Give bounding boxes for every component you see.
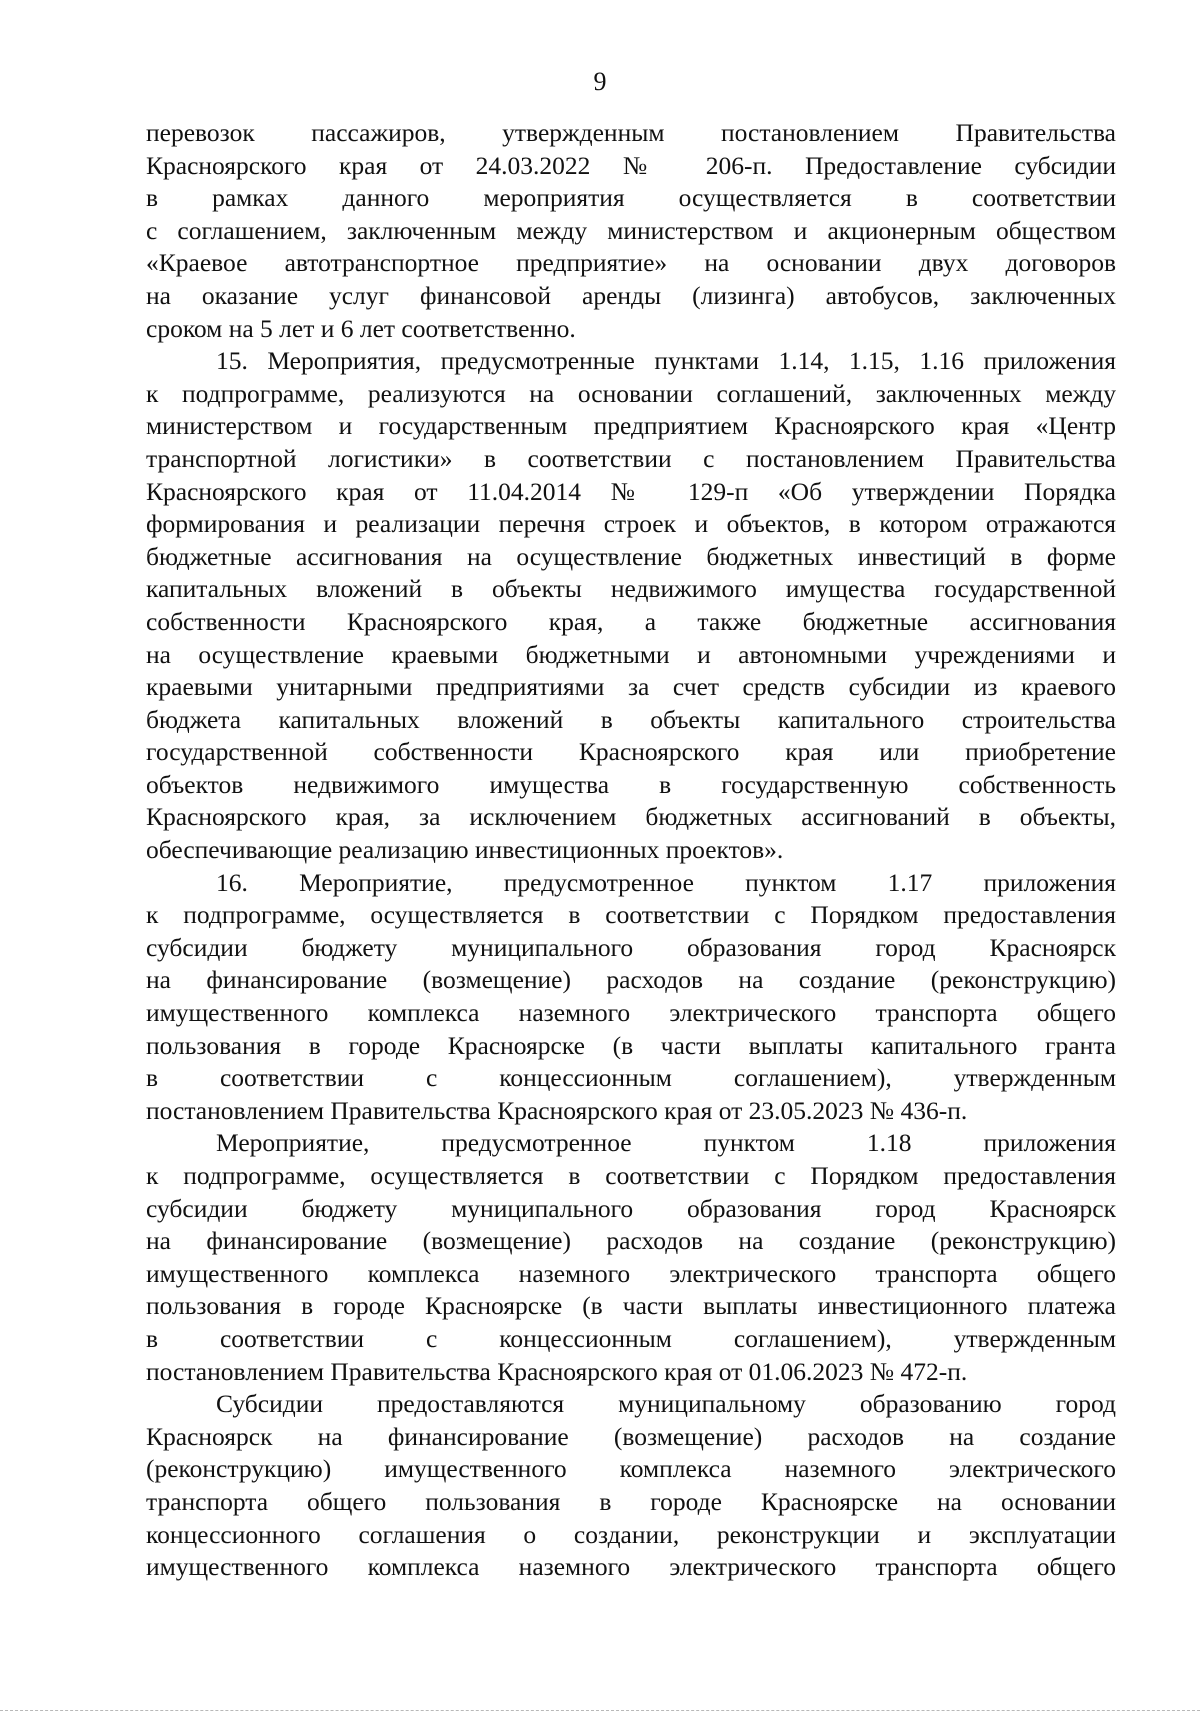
text-line: Красноярск на финансирование (возмещение) расходов на создание (146, 1421, 1116, 1451)
text-line: субсидии бюджету муниципального образования город Красноярск (146, 932, 1116, 962)
text-line: на оказание услуг финансовой аренды (лизинга) автобусов, заключенных (146, 280, 1116, 310)
text-line: постановлением Правительства Красноярского края от 23.05.2023 № 436-п. (146, 1095, 968, 1125)
document-body (146, 117, 1116, 1584)
text-line: министерством и государственным предприятием Красноярского края «Центр (146, 411, 1116, 441)
text-line: имущественного комплекса наземного электрического транспорта общего (146, 998, 1116, 1028)
text-line: имущественного комплекса наземного электрического транспорта общего (146, 1258, 1116, 1288)
text-line: государственной собственности Красноярского края или приобретение (146, 737, 1116, 767)
text-line: собственности Красноярского края, а также бюджетные ассигнования (146, 606, 1116, 636)
text-line: к подпрограмме, реализуются на основании соглашений, заключенных между (146, 378, 1116, 408)
text-line: краевыми унитарными предприятиями за счет средств субсидии из краевого (146, 672, 1116, 702)
text-line: транспортной логистики» в соответствии с постановлением Правительства (146, 443, 1116, 473)
paragraph-16 (146, 867, 1116, 1128)
text-line: объектов недвижимого имущества в государственную собственность (146, 769, 1116, 799)
paragraph-continuation (146, 117, 1116, 345)
text-line: 15. Мероприятия, предусмотренные пунктами 1.14, 1.15, 1.16 приложения (216, 346, 1116, 376)
text-line: Субсидии предоставляются муниципальному образованию город (216, 1389, 1116, 1419)
text-line: бюджета капитальных вложений в объекты капитального строительства (146, 704, 1116, 734)
text-line: (реконструкцию) имущественного комплекса наземного электрического (146, 1454, 1116, 1484)
text-line: к подпрограмме, осуществляется в соответствии с Порядком предоставления (146, 1161, 1116, 1190)
text-line: транспорта общего пользования в городе Красноярске на основании (146, 1486, 1116, 1516)
text-line: субсидии бюджету муниципального образования город Красноярск (146, 1193, 1116, 1223)
text-line: к подпрограмме, осуществляется в соответствии с Порядком предоставления (146, 900, 1116, 930)
text-line: капитальных вложений в объекты недвижимого имущества государственной (146, 574, 1116, 604)
text-line: в соответствии с концессионным соглашением), утвержденным (146, 1063, 1116, 1093)
text-line: пользования в городе Красноярске (в части выплаты капитального гранта (146, 1030, 1116, 1060)
text-line: обеспечивающие реализацию инвестиционных проектов». (146, 835, 784, 865)
text-line: Красноярского края от 24.03.2022 № 206-п. Предоставление субсидии (146, 150, 1116, 180)
page-number: 9 (593, 67, 607, 96)
text-line: Красноярского края, за исключением бюджетных ассигнований в объекты, (146, 802, 1116, 832)
scan-bottom-edge (0, 1710, 1200, 1711)
text-line: пользования в городе Красноярске (в части выплаты инвестиционного платежа (146, 1291, 1116, 1321)
text-line: перевозок пассажиров, утвержденным постановлением Правительства (146, 118, 1116, 147)
text-line: Мероприятие, предусмотренное пунктом 1.18 приложения (216, 1128, 1116, 1158)
text-line: Красноярского края от 11.04.2014 № 129-п «Об утверждении Порядка (146, 476, 1116, 506)
text-line: формирования и реализации перечня строек и объектов, в котором отражаются (146, 509, 1116, 539)
text-line: на финансирование (возмещение) расходов на создание (реконструкцию) (146, 965, 1116, 995)
paragraph-15 (146, 345, 1116, 867)
text-line: в рамках данного мероприятия осуществляется в соответствии (146, 183, 1116, 213)
text-line: с соглашением, заключенным между министерством и акционерным обществом (146, 215, 1116, 245)
paragraph-subsidies (146, 1388, 1116, 1584)
text-line: 16. Мероприятие, предусмотренное пунктом 1.17 приложения (216, 867, 1116, 897)
text-line: сроком на 5 лет и 6 лет соответственно. (146, 313, 576, 343)
text-line: на осуществление краевыми бюджетными и автономными учреждениями и (146, 639, 1116, 669)
text-line: концессионного соглашения о создании, реконструкции и эксплуатации (146, 1519, 1116, 1549)
text-line: на финансирование (возмещение) расходов на создание (реконструкцию) (146, 1226, 1116, 1256)
text-line: бюджетные ассигнования на осуществление бюджетных инвестиций в форме (146, 541, 1116, 571)
text-line: «Краевое автотранспортное предприятие» на основании двух договоров (146, 248, 1116, 278)
text-line: в соответствии с концессионным соглашением), утвержденным (146, 1323, 1116, 1353)
text-line: имущественного комплекса наземного электрического транспорта общего (146, 1552, 1116, 1582)
paragraph-measure-1-18 (146, 1127, 1116, 1388)
text-line: постановлением Правительства Красноярского края от 01.06.2023 № 472-п. (146, 1356, 968, 1386)
